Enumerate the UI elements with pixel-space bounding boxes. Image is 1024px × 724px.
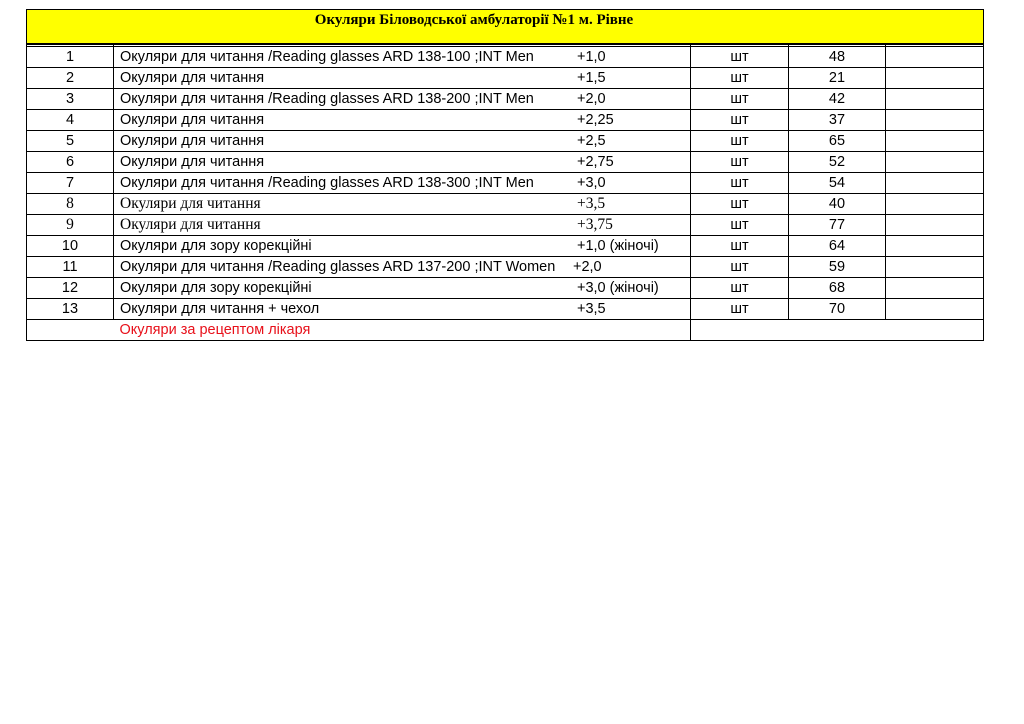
quantity-cell: 42 xyxy=(789,89,886,110)
row-number: 5 xyxy=(27,131,114,152)
row-number: 11 xyxy=(27,257,114,278)
table-row xyxy=(27,215,984,236)
item-name: Окуляри для читання xyxy=(120,112,265,128)
quantity-cell: 59 xyxy=(789,257,886,278)
item-name: Окуляри для читання /Reading glasses ARD 138-300 ;INT Men xyxy=(120,175,534,191)
quantity-cell: 65 xyxy=(789,131,886,152)
quantity-cell: 68 xyxy=(789,278,886,299)
item-description xyxy=(114,68,691,89)
row-number: 4 xyxy=(27,110,114,131)
table-row xyxy=(27,278,984,299)
quantity-cell: 40 xyxy=(789,194,886,215)
table-row xyxy=(27,173,984,194)
table-title: Окуляри Біловодської амбулаторії №1 м. Рівне xyxy=(27,10,984,45)
item-name: Окуляри для читання xyxy=(120,195,261,212)
unit-cell: шт xyxy=(691,110,789,131)
item-description xyxy=(114,110,691,131)
empty-cell xyxy=(886,152,984,173)
item-name: Окуляри для читання /Reading glasses ARD 138-200 ;INT Men xyxy=(120,91,534,107)
row-number: 8 xyxy=(27,194,114,215)
item-dioptre: +3,5 xyxy=(577,301,606,317)
table-row xyxy=(27,68,984,89)
unit-cell: шт xyxy=(691,89,789,110)
item-description xyxy=(114,215,691,236)
item-description xyxy=(114,173,691,194)
table-row xyxy=(27,89,984,110)
prescription-note-text: Окуляри за рецептом лікаря xyxy=(119,322,311,338)
row-number: 9 xyxy=(27,215,114,236)
item-name: Окуляри для читання xyxy=(120,216,261,233)
table-row xyxy=(27,236,984,257)
unit-cell: шт xyxy=(691,173,789,194)
row-number: 6 xyxy=(27,152,114,173)
item-name: Окуляри для читання xyxy=(120,70,265,86)
prescription-note xyxy=(114,320,691,341)
item-description xyxy=(114,89,691,110)
item-dioptre: +2,0 xyxy=(573,259,602,275)
quantity-cell: 37 xyxy=(789,110,886,131)
item-description xyxy=(114,257,691,278)
document-sheet xyxy=(26,9,983,341)
empty-cell xyxy=(886,47,984,68)
row-number: 12 xyxy=(27,278,114,299)
item-dioptre: +3,75 xyxy=(577,216,613,233)
item-name: Окуляри для зору корекційні xyxy=(120,238,312,254)
note-empty-cell xyxy=(886,320,984,341)
item-description xyxy=(114,299,691,320)
row-number: 13 xyxy=(27,299,114,320)
unit-cell: шт xyxy=(691,299,789,320)
table-row xyxy=(27,131,984,152)
item-description xyxy=(114,131,691,152)
empty-cell xyxy=(886,299,984,320)
unit-cell: шт xyxy=(691,215,789,236)
row-number: 10 xyxy=(27,236,114,257)
item-name: Окуляри для читання /Reading glasses ARD 137-200 ;INT Women xyxy=(120,259,556,275)
item-description xyxy=(114,152,691,173)
quantity-cell: 70 xyxy=(789,299,886,320)
item-dioptre: +2,25 xyxy=(577,112,614,128)
unit-cell: шт xyxy=(691,236,789,257)
table-row xyxy=(27,257,984,278)
item-dioptre: +2,5 xyxy=(577,133,606,149)
item-dioptre: +3,0 (жіночі) xyxy=(577,280,659,296)
unit-cell: шт xyxy=(691,278,789,299)
unit-cell: шт xyxy=(691,47,789,68)
row-number: 1 xyxy=(27,47,114,68)
quantity-cell: 52 xyxy=(789,152,886,173)
empty-cell xyxy=(886,194,984,215)
item-name: Окуляри для зору корекційні xyxy=(120,280,312,296)
empty-cell xyxy=(886,110,984,131)
note-empty-cell xyxy=(27,320,114,341)
unit-cell: шт xyxy=(691,152,789,173)
table-row xyxy=(27,194,984,215)
empty-cell xyxy=(886,68,984,89)
quantity-cell: 77 xyxy=(789,215,886,236)
empty-cell xyxy=(886,278,984,299)
item-dioptre: +2,75 xyxy=(577,154,614,170)
inventory-table xyxy=(26,9,984,341)
note-empty-cell xyxy=(789,320,886,341)
item-name: Окуляри для читання xyxy=(120,133,265,149)
empty-cell xyxy=(886,257,984,278)
quantity-cell: 54 xyxy=(789,173,886,194)
item-description xyxy=(114,194,691,215)
unit-cell: шт xyxy=(691,194,789,215)
item-description xyxy=(114,278,691,299)
empty-cell xyxy=(886,89,984,110)
unit-cell: шт xyxy=(691,68,789,89)
note-empty-cell xyxy=(691,320,789,341)
unit-cell: шт xyxy=(691,257,789,278)
row-number: 7 xyxy=(27,173,114,194)
item-dioptre: +2,0 xyxy=(577,91,606,107)
table-row xyxy=(27,110,984,131)
item-description xyxy=(114,47,691,68)
item-name: Окуляри для читання xyxy=(120,154,265,170)
empty-cell xyxy=(886,236,984,257)
quantity-cell: 21 xyxy=(789,68,886,89)
empty-cell xyxy=(886,173,984,194)
item-dioptre: +1,0 xyxy=(577,49,606,65)
item-dioptre: +1,5 xyxy=(577,70,606,86)
quantity-cell: 48 xyxy=(789,47,886,68)
note-row xyxy=(27,320,984,341)
empty-cell xyxy=(886,131,984,152)
title-row xyxy=(27,10,984,45)
item-description xyxy=(114,236,691,257)
row-number: 3 xyxy=(27,89,114,110)
empty-cell xyxy=(886,215,984,236)
item-name: Окуляри для читання /Reading glasses ARD 138-100 ;INT Men xyxy=(120,49,534,65)
item-dioptre: +3,0 xyxy=(577,175,606,191)
row-number: 2 xyxy=(27,68,114,89)
item-dioptre: +1,0 (жіночі) xyxy=(577,238,659,254)
table-row xyxy=(27,299,984,320)
quantity-cell: 64 xyxy=(789,236,886,257)
unit-cell: шт xyxy=(691,131,789,152)
item-name: Окуляри для читання + чехол xyxy=(120,301,320,317)
item-dioptre: +3,5 xyxy=(577,195,606,212)
table-row xyxy=(27,47,984,68)
table-row xyxy=(27,152,984,173)
